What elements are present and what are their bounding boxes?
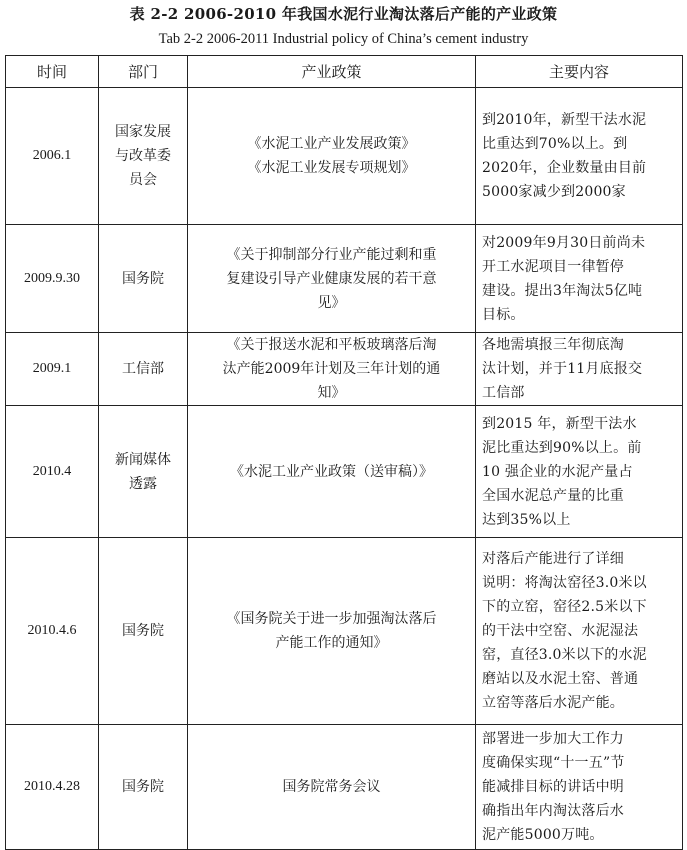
table-body bbox=[6, 88, 683, 850]
cell-policy-line: 国务院常务会议 bbox=[282, 779, 381, 795]
cell-main-content-line: 到2010年，新型干法水泥 bbox=[482, 112, 647, 128]
cell-time: 2010.4.28 bbox=[6, 725, 99, 850]
cell-department bbox=[99, 406, 188, 538]
cell-policy-line: 产能工作的通知》 bbox=[275, 635, 388, 651]
cell-main-content-line: 泥比重达到90%以上。前 bbox=[482, 439, 642, 456]
table-row bbox=[6, 406, 683, 538]
cell-main-content-line: 2020年，企业数量由目前 bbox=[482, 160, 647, 176]
cell-main-content-line: 目标。 bbox=[482, 306, 525, 323]
cell-policy-line: 《国务院关于进一步加强淘汰落后 bbox=[226, 611, 437, 627]
cell-policy-line: 《水泥工业产业发展政策》 bbox=[247, 136, 416, 152]
cell-main-content-line: 对2009年9月30日前尚未 bbox=[482, 234, 646, 251]
cell-main-content bbox=[476, 406, 683, 538]
cell-department-line: 国务院 bbox=[122, 623, 164, 639]
cell-main-content-line: 对落后产能进行了详细 bbox=[482, 551, 624, 567]
caption-english: Tab 2-2 2006-2011 Industrial policy of China’s cement industry bbox=[158, 31, 529, 47]
header-policy: 产业政策 bbox=[188, 56, 476, 88]
cell-policy-line: 知》 bbox=[317, 385, 346, 401]
cell-policy-line: 《水泥工业发展专项规划》 bbox=[247, 160, 416, 176]
cell-department-line: 国务院 bbox=[122, 779, 164, 795]
header-time: 时间 bbox=[6, 56, 99, 88]
cell-main-content-line: 10 强企业的水泥产量占 bbox=[482, 463, 633, 480]
policy-table bbox=[5, 55, 683, 850]
cell-main-content-line: 部署进一步加大工作力 bbox=[482, 731, 624, 747]
cell-policy-line: 汰产能2009年计划及三年计划的通 bbox=[222, 361, 441, 377]
cell-policy bbox=[188, 333, 476, 406]
header-main-content: 主要内容 bbox=[476, 56, 683, 88]
cell-policy bbox=[188, 88, 476, 225]
cell-department bbox=[99, 225, 188, 333]
cell-policy bbox=[188, 225, 476, 333]
cell-policy-line: 复建设引导产业健康发展的若干意 bbox=[226, 270, 437, 287]
cell-department-line: 工信部 bbox=[122, 361, 164, 377]
cell-main-content bbox=[476, 725, 683, 850]
cell-department bbox=[99, 333, 188, 406]
cell-department-line: 国家发展 bbox=[115, 124, 171, 140]
cell-main-content-line: 窑，直径3.0米以下的水泥 bbox=[482, 647, 647, 663]
cell-policy-line: 《关于抑制部分行业产能过剩和重 bbox=[226, 246, 437, 263]
cell-main-content bbox=[476, 538, 683, 725]
table-row bbox=[6, 538, 683, 725]
cell-policy-line: 《关于报送水泥和平板玻璃落后淘 bbox=[226, 337, 437, 353]
cell-department-line: 新闻媒体 bbox=[115, 451, 171, 468]
table-row bbox=[6, 88, 683, 225]
table-row bbox=[6, 333, 683, 406]
cell-main-content-line: 比重达到70%以上。到 bbox=[482, 136, 628, 152]
cell-main-content-line: 工信部 bbox=[482, 385, 525, 401]
cell-time: 2006.1 bbox=[6, 88, 99, 225]
cell-time: 2009.9.30 bbox=[6, 225, 99, 333]
cell-policy-line: 《水泥工业产业政策（送审稿）》 bbox=[230, 463, 433, 480]
cell-policy-line: 见》 bbox=[317, 294, 346, 311]
cell-main-content-line: 全国水泥总产量的比重 bbox=[482, 487, 624, 504]
cell-main-content-line: 的干法中空窑、水泥湿法 bbox=[482, 623, 639, 639]
cell-main-content-line: 开工水泥项目一律暂停 bbox=[482, 258, 624, 275]
cell-main-content-line: 说明：将淘汰窑径3.0米以 bbox=[482, 575, 647, 591]
cell-department bbox=[99, 88, 188, 225]
cell-main-content-line: 建设。提出3年淘汰5亿吨 bbox=[482, 282, 643, 299]
cell-department-line: 国务院 bbox=[122, 270, 164, 287]
cell-department bbox=[99, 538, 188, 725]
cell-policy bbox=[188, 725, 476, 850]
cell-main-content bbox=[476, 333, 683, 406]
cell-main-content-line: 确指出年内淘汰落后水 bbox=[482, 803, 624, 819]
cell-main-content bbox=[476, 88, 683, 225]
cell-main-content-line: 各地需填报三年彻底淘 bbox=[482, 337, 624, 353]
cell-main-content-line: 能减排目标的讲话中明 bbox=[482, 779, 624, 795]
cell-main-content-line: 到2015 年，新型干法水 bbox=[482, 415, 637, 432]
cell-department-line: 与改革委 bbox=[115, 148, 171, 164]
table-row bbox=[6, 725, 683, 850]
cell-department bbox=[99, 725, 188, 850]
cell-department-line: 透露 bbox=[129, 475, 157, 492]
cell-time: 2009.1 bbox=[6, 333, 99, 406]
cell-time: 2010.4 bbox=[6, 406, 99, 538]
cell-policy bbox=[188, 406, 476, 538]
cell-main-content-line: 下的立窑，窑径2.5米以下 bbox=[482, 599, 647, 615]
cell-main-content-line: 达到35%以上 bbox=[482, 511, 571, 528]
cell-main-content bbox=[476, 225, 683, 333]
cell-main-content-line: 度确保实现“十一五”节 bbox=[482, 755, 625, 771]
table-row bbox=[6, 225, 683, 333]
cell-main-content-line: 磨站以及水泥土窑、普通 bbox=[482, 671, 639, 687]
cell-main-content-line: 泥产能5000万吨。 bbox=[482, 827, 604, 843]
caption-chinese: 表 2-2 2006-2010 年我国水泥行业淘汰落后产能的产业政策 bbox=[129, 5, 558, 23]
cell-policy bbox=[188, 538, 476, 725]
header-department: 部门 bbox=[99, 56, 188, 88]
cell-main-content-line: 立窑等落后水泥产能。 bbox=[482, 695, 624, 711]
cell-main-content-line: 5000家减少到2000家 bbox=[482, 184, 626, 200]
cell-department-line: 员会 bbox=[129, 172, 157, 188]
cell-time: 2010.4.6 bbox=[6, 538, 99, 725]
table-header-row bbox=[6, 56, 683, 88]
cell-main-content-line: 汰计划，并于11月底报交 bbox=[482, 361, 643, 377]
